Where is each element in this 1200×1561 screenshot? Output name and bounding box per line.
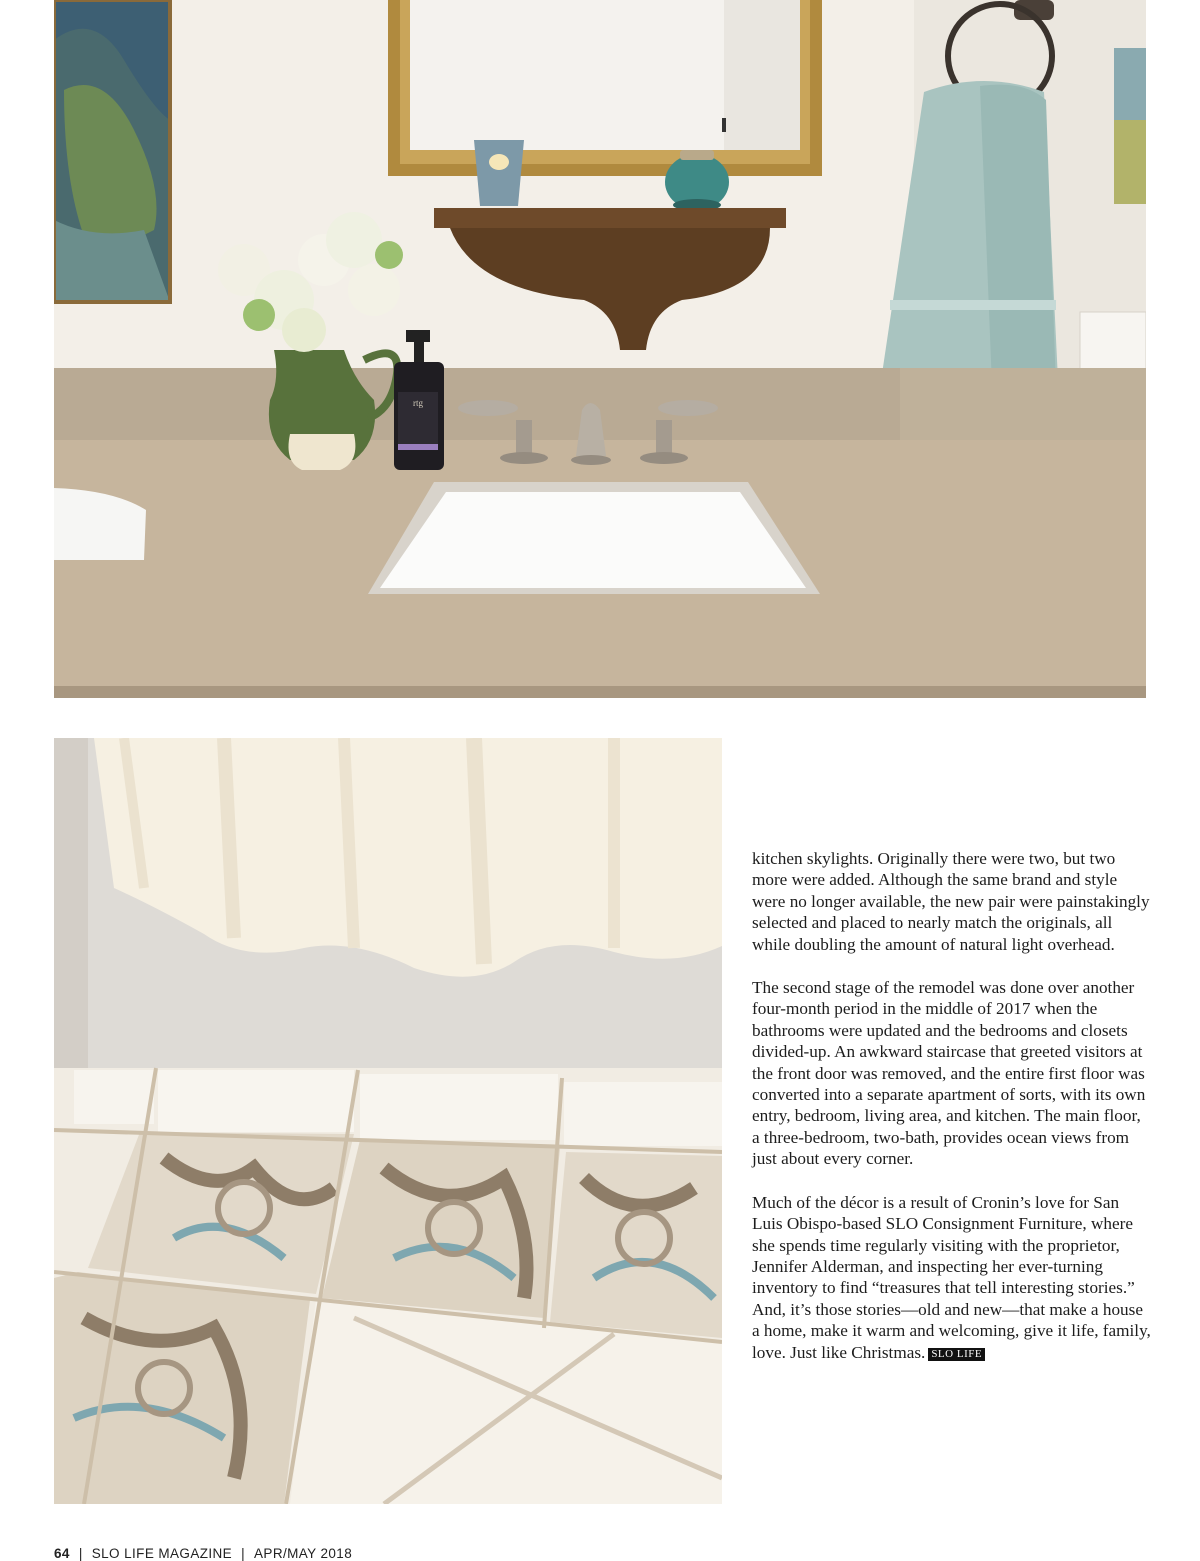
footer-separator: | xyxy=(241,1546,246,1561)
page-number: 64 xyxy=(54,1546,70,1561)
article-paragraph: The second stage of the remodel was done over another four-month period in the middle of 2017 when the bathrooms were updated and the bedrooms and closets divided-up. An awkward staircase that greeted visitors at the front door was removed, and the entire first floor was converted into a separate apartment of sorts, with its own entry, bedroom, living area, and kitchen. The main floor, a three-bedroom, two-bath, provides ocean views from just about every corner. xyxy=(752,978,1146,1169)
article-paragraph-text: Much of the décor is a result of Cronin’s love for San Luis Obispo-based SLO Consignment Furniture, where she spends time regularly visiting with the proprietor, Jennifer Alderman, and inspecting her ever-turning inventory to find “treasures that tell interesting stories.” And, it’s those stories—old and new—that make a house a home, make it warm and welcoming, give it life, family, love. Just like Christmas. xyxy=(752,1192,1151,1362)
page-footer xyxy=(54,1546,352,1561)
bathroom-vanity-photo xyxy=(54,0,1146,698)
wall-painting-left xyxy=(54,0,170,302)
issue-date: APR/MAY 2018 xyxy=(254,1546,353,1561)
gold-framed-mirror xyxy=(388,0,822,176)
publication-name: SLO LIFE MAGAZINE xyxy=(91,1546,233,1561)
wall-painting-right xyxy=(1114,48,1146,204)
slo-life-end-mark: SLO LIFE xyxy=(928,1348,985,1361)
article-body xyxy=(752,848,1152,1385)
undermount-sink xyxy=(368,482,820,594)
footer-separator: | xyxy=(78,1546,83,1561)
article-paragraph: kitchen skylights. Originally there were two, but two more were added. Although the same brand and style were no longer available, the new pair were painstakingly selected and placed to nearly match the originals, all while doubling the amount of natural light overhead. xyxy=(752,849,1150,954)
candle-votive xyxy=(474,140,524,206)
article-paragraph-final xyxy=(752,1192,1152,1363)
tile-floor-photo xyxy=(54,738,722,1504)
soap-label-text: rtg xyxy=(413,398,423,408)
